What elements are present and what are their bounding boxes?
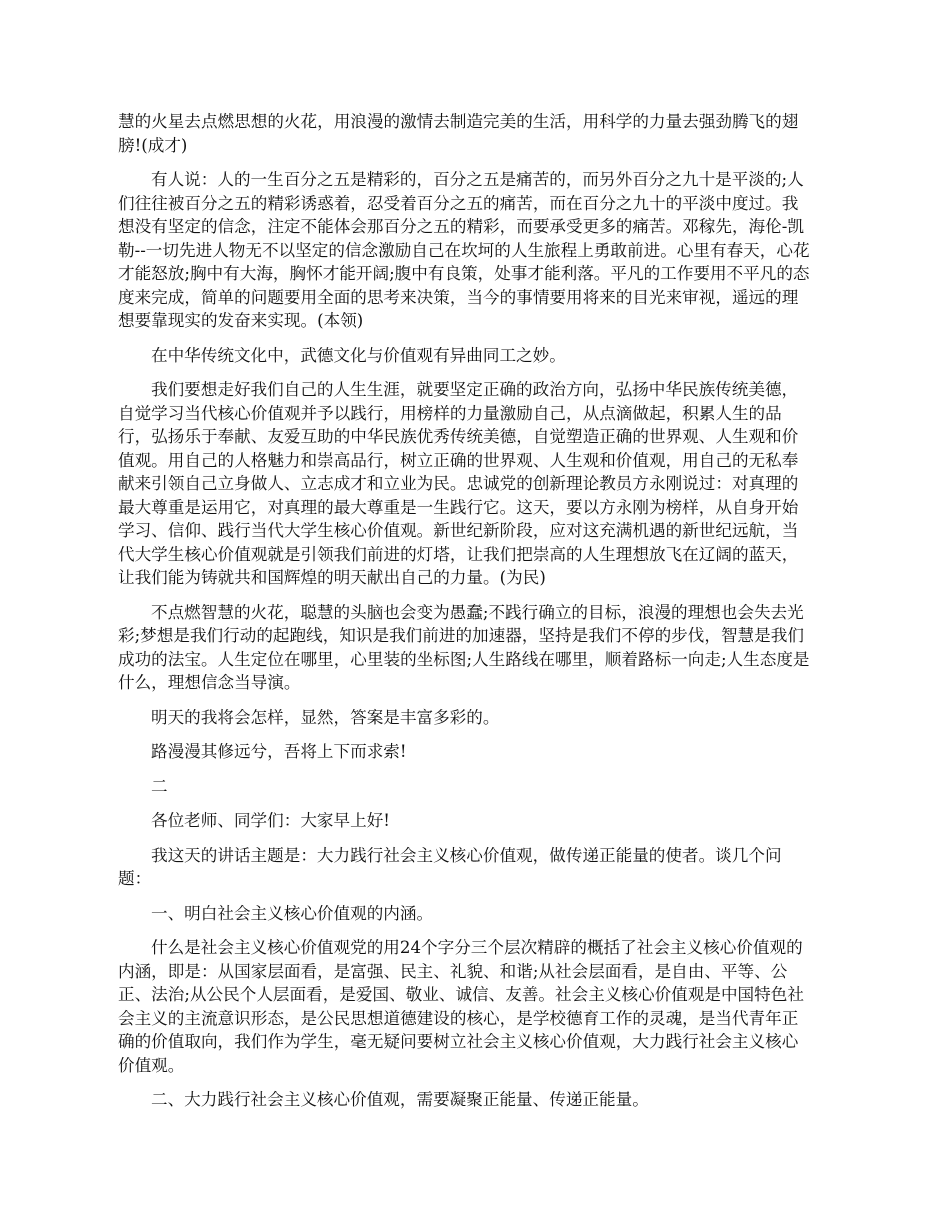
paragraph-quote: 路漫漫其修远兮，吾将上下而求索! xyxy=(151,742,407,761)
paragraph-topic: 我这天的讲话主题是：大力践行社会主义核心价值观，做传递正能量的使者。谈几个问题： xyxy=(118,845,782,888)
paragraph-wisdom: 不点燃智慧的火花，聪慧的头脑也会变为愚蠢;不践行确立的目标，浪漫的理想也会失去光彩;梦想是我们行动的起跑线，知识是我们前进的加速器，坚持是我们不停的步伐，智慧是我们成功的法宝。人生定位在哪里，心里装的坐标图;人生路线在哪里，顺着路标一向走;人生态度是什么，理想信念当导演。 xyxy=(118,602,810,692)
section-heading-two: 二 xyxy=(151,776,168,796)
paragraph-tomorrow: 明天的我将会怎样，显然，答案是丰富多彩的。 xyxy=(151,707,500,727)
paragraph-life-path: 我们要想走好我们自己的人生生涯，就要坚定正确的政治方向，弘扬中华民族传统美德，自觉学习当代核心价值观并予以践行，用榜样的力量激励自己，从点滴做起，积累人生的品行，弘扬乐于奉献、友爱互助的中华民族优秀传统美德，自觉塑造正确的世界观、人生观和价值观。用自己的人格魅力和崇高品行，树立正确的世界观、人生观和价值观，用自己的无私奉献来引领自己立身做人、立志成才和立业为民。忠诚党的创新理论教员方永刚说过：对真理的最大尊重是运用它，对真理的最大尊重是一生践行它。这天，要以方永刚为榜样，从自身开始学习、信仰、践行当代大学生核心价值观。新世纪新阶段，应对这充满机遇的新世纪远航，当代大学生核心价值观就是引领我们前进的灯塔，让我们把崇高的人生理想放飞在辽阔的蓝天，让我们能为铸就共和国辉煌的明天献出自己的力量。(为民) xyxy=(118,380,799,587)
paragraph-belief: 有人说：人的一生百分之五是精彩的，百分之五是痛苦的，而另外百分之九十是平淡的;人们往往被百分之五的精彩诱惑着，忍受着百分之五的痛苦，而在百分之九十的平淡中度过。我想没有坚定的信念，注定不能体会那百分之五的精彩，而要承受更多的痛苦。邓稼先，海伦-凯勒--一切先进人物无不以坚定的信念激励自己在坎坷的人生旅程上勇敢前进。心里有春天，心花才能怒放;胸中有大海，胸怀才能开阔;腹中有良策，处事才能利落。平凡的工作要用不平凡的态度来完成，简单的问题要用全面的思考来决策，当今的事情要用将来的目光来审视，遥远的理想要靠现实的发奋来实现。(本领) xyxy=(118,170,810,330)
paragraph-greeting: 各位老师、同学们：大家早上好! xyxy=(151,811,390,830)
paragraph-continuation: 慧的火星去点燃思想的火花，用浪漫的激情去制造完美的生活，用科学的力量去强劲腾飞的翅膀!(成才) xyxy=(118,112,799,155)
paragraph-core-values: 什么是社会主义核心价值观党的用24个字分三个层次精辟的概括了社会主义核心价值观的内涵，即是：从国家层面看，是富强、民主、礼貌、和谐;从社会层面看，是自由、平等、公正、法治;从公民个人层面看，是爱国、敬业、诚信、友善。社会主义核心价值观是中国特色社会主义的主流意识形态，是公民思想道德建设的核心，是学校德育工作的灵魂，是当代青年正确的价值取向，我们作为学生，毫无疑问要树立社会主义核心价值观，大力践行社会主义核心价值观。 xyxy=(118,938,804,1075)
paragraph-point-two: 二、大力践行社会主义核心价值观，需要凝聚正能量、传递正能量。 xyxy=(151,1090,649,1109)
paragraph-point-one: 一、明白社会主义核心价值观的内涵。 xyxy=(151,903,434,923)
paragraph-wude-culture: 在中华传统文化中，武德文化与价值观有异曲同工之妙。 xyxy=(151,345,566,365)
